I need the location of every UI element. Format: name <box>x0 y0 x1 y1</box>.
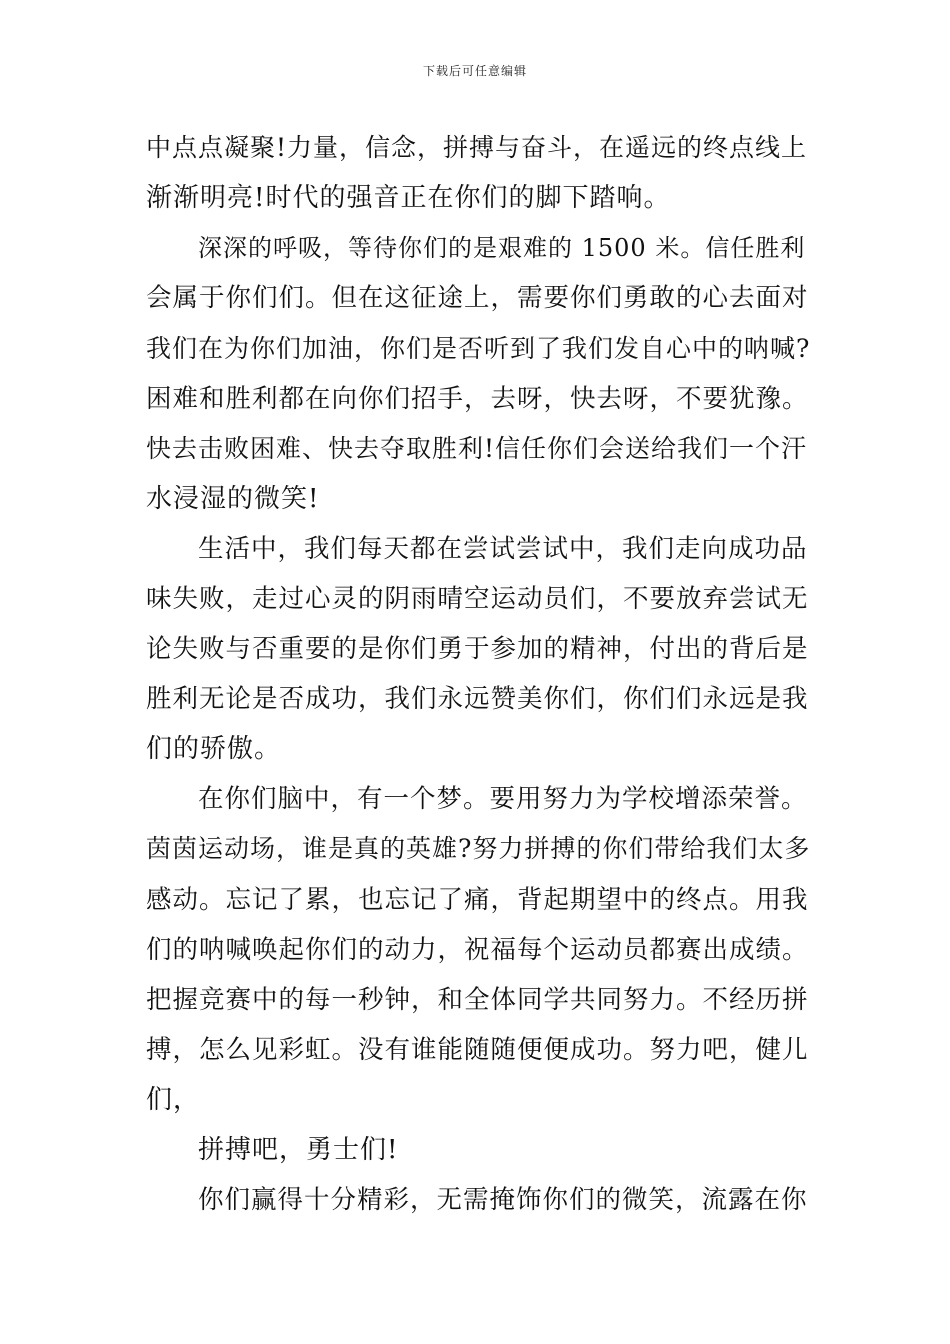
text-line: 味失败，走过心灵的阴雨晴空运动员们，不要放弃尝试无 <box>146 584 809 614</box>
text-line: 你们赢得十分精彩，无需掩饰你们的微笑，流露在你 <box>198 1185 808 1215</box>
text-line: 茵茵运动场，谁是真的英雄?努力拼搏的你们带给我们太多 <box>146 834 811 863</box>
text-line: 拼搏吧，勇士们! <box>198 1135 399 1165</box>
text-line: 把握竞赛中的每一秒钟，和全体同学共同努力。不经历拼 <box>146 985 809 1015</box>
text-line: 胜利无论是否成功，我们永远赞美你们，你们们永远是我 <box>146 684 809 714</box>
text-line: 论失败与否重要的是你们勇于参加的精神，付出的背后是 <box>146 634 809 664</box>
text-line: 搏，怎么见彩虹。没有谁能随随便便成功。努力吧，健儿 <box>146 1035 809 1065</box>
text-line: 生活中，我们每天都在尝试尝试中，我们走向成功品 <box>198 534 808 564</box>
text-line: 会属于你们们。但在这征途上，需要你们勇敢的心去面对 <box>146 283 809 313</box>
text-line: 们， <box>146 1085 201 1115</box>
page-header: 下载后可任意编辑 <box>422 64 527 78</box>
text-line: 们的呐喊唤起你们的动力，祝福每个运动员都赛出成绩。 <box>146 935 809 965</box>
text-line: 水浸湿的微笑! <box>146 484 320 514</box>
text-line: 在你们脑中，有一个梦。要用努力为学校增添荣誉。 <box>198 784 808 814</box>
text-line: 们的骄傲。 <box>146 734 282 764</box>
text-line: 渐渐明亮!时代的强音正在你们的脚下踏响。 <box>146 183 671 213</box>
text-line: 困难和胜利都在向你们招手，去呀，快去呀，不要犹豫。 <box>146 384 809 414</box>
text-line: 我们在为你们加油，你们是否听到了我们发自心中的呐喊? <box>146 334 811 363</box>
text-line: 深深的呼吸，等待你们的是艰难的 1500 米。信任胜利 <box>198 234 806 262</box>
text-line: 快去击败困难、快去夺取胜利!信任你们会送给我们一个汗 <box>146 434 808 463</box>
text-line: 中点点凝聚!力量，信念，拼搏与奋斗，在遥远的终点线上 <box>146 133 808 162</box>
text-line: 感动。忘记了累，也忘记了痛，背起期望中的终点。用我 <box>146 885 809 915</box>
